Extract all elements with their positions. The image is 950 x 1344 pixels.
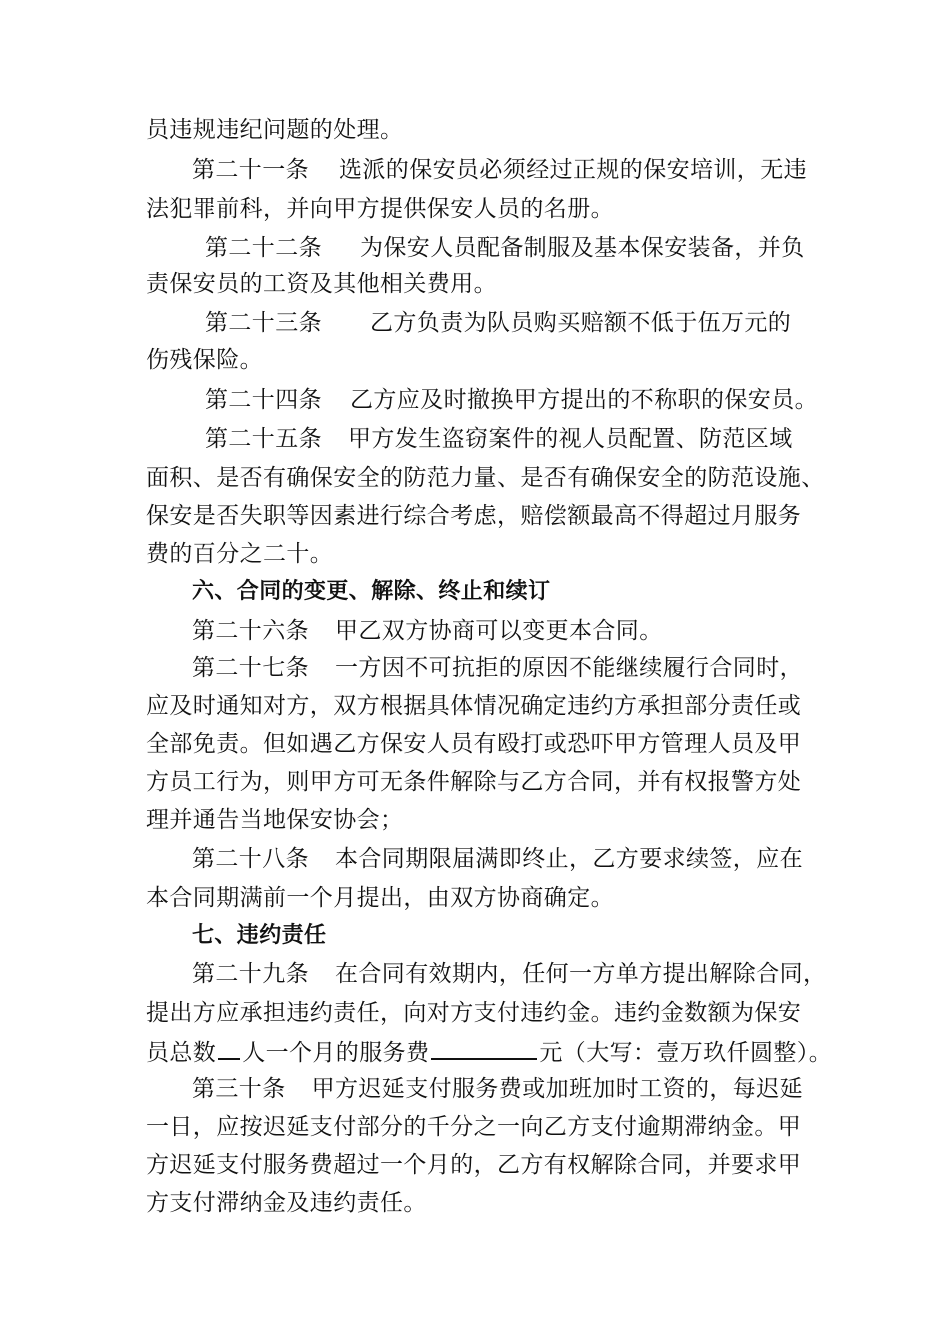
blank-underline: [218, 1036, 240, 1060]
article-21: [192, 154, 807, 186]
article-text: 选派的保安员必须经过正规的保安培训，无违: [339, 157, 807, 183]
blank-underline: [431, 1036, 537, 1060]
paragraph-line: 法犯罪前科，并向甲方提供保安人员的名册。: [146, 196, 614, 222]
paragraph-line: 员违规违纪问题的处理。: [146, 117, 404, 143]
article-number: 第三十条: [192, 1076, 286, 1102]
article-number: 第二十三条: [205, 310, 322, 336]
article-number: 第二十七条: [192, 655, 309, 681]
paragraph-line: 一日，应按迟延支付部分的千分之一向乙方支付逾期滞纳金。甲: [146, 1114, 802, 1140]
paragraph-line: 提出方应承担违约责任，向对方支付违约金。违约金数额为保安: [146, 1000, 802, 1026]
article-29: [192, 958, 826, 990]
paragraph-line: 本合同期满前一个月提出，由双方协商确定。: [146, 885, 614, 911]
article-number: 第二十八条: [192, 846, 309, 872]
article-number: 第二十五条: [205, 426, 322, 452]
paragraph-line: 保安是否失职等因素进行综合考虑，赔偿额最高不得超过月服务: [146, 503, 802, 529]
article-text: 甲方迟延支付服务费或加班加时工资的，每迟延: [311, 1076, 804, 1102]
paragraph-line: 责保安员的工资及其他相关费用。: [146, 271, 497, 297]
article-22: [205, 232, 805, 264]
article-text: 本合同期限届满即终止，乙方要求续签，应在: [335, 846, 803, 872]
paragraph-line: 方迟延支付服务费超过一个月的，乙方有权解除合同，并要求甲: [146, 1152, 802, 1178]
article-text: 乙方应及时撤换甲方提出的不称职的保安员。: [350, 387, 818, 413]
article-text: 在合同有效期内，任何一方单方提出解除合同，: [335, 961, 827, 987]
article-text: 甲方发生盗窃案件的视人员配置、防范区域: [348, 426, 793, 452]
article-30: [192, 1073, 803, 1105]
article-28: [192, 843, 803, 875]
article-number: 第二十九条: [192, 961, 309, 987]
article-27: [192, 652, 803, 684]
paragraph-line: 费的百分之二十。: [146, 541, 334, 567]
paragraph-line: 伤残保险。: [146, 347, 263, 373]
paragraph-line: 应及时通知对方，双方根据具体情况确定违约方承担部分责任或: [146, 693, 802, 719]
article-number: 第二十一条: [192, 157, 309, 183]
paragraph-line: 方支付滞纳金及违约责任。: [146, 1190, 427, 1216]
article-26: [192, 615, 663, 647]
article-text: 为保安人员配备制服及基本保安装备，并负: [360, 235, 805, 261]
paragraph-line: 员总数 人一个月的服务费 元（大写：壹万玖仟圆整）。: [146, 1036, 832, 1069]
article-23: [205, 307, 791, 339]
paragraph-line: 面积、是否有确保安全的防范力量、是否有确保安全的防范设施、: [146, 465, 825, 491]
article-text: 一方因不可抗拒的原因不能继续履行合同时，: [335, 655, 803, 681]
article-number: 第二十二条: [205, 235, 322, 261]
paragraph-line: 理并通告当地保安协会；: [146, 807, 404, 833]
section-heading-6: 六、合同的变更、解除、终止和续订: [192, 579, 551, 604]
article-25: [205, 423, 793, 455]
article-text: 乙方负责为队员购买赔额不低于伍万元的: [370, 310, 792, 336]
paragraph-line: 方员工行为，则甲方可无条件解除与乙方合同，并有权报警方处: [146, 769, 802, 795]
article-number: 第二十四条: [205, 387, 322, 413]
section-heading-7: 七、违约责任: [192, 923, 327, 948]
article-number: 第二十六条: [192, 618, 309, 644]
article-24: [205, 384, 818, 416]
article-text: 甲乙双方协商可以变更本合同。: [335, 618, 663, 644]
paragraph-line: 全部免责。但如遇乙方保安人员有殴打或恐吓甲方管理人员及甲: [146, 731, 802, 757]
